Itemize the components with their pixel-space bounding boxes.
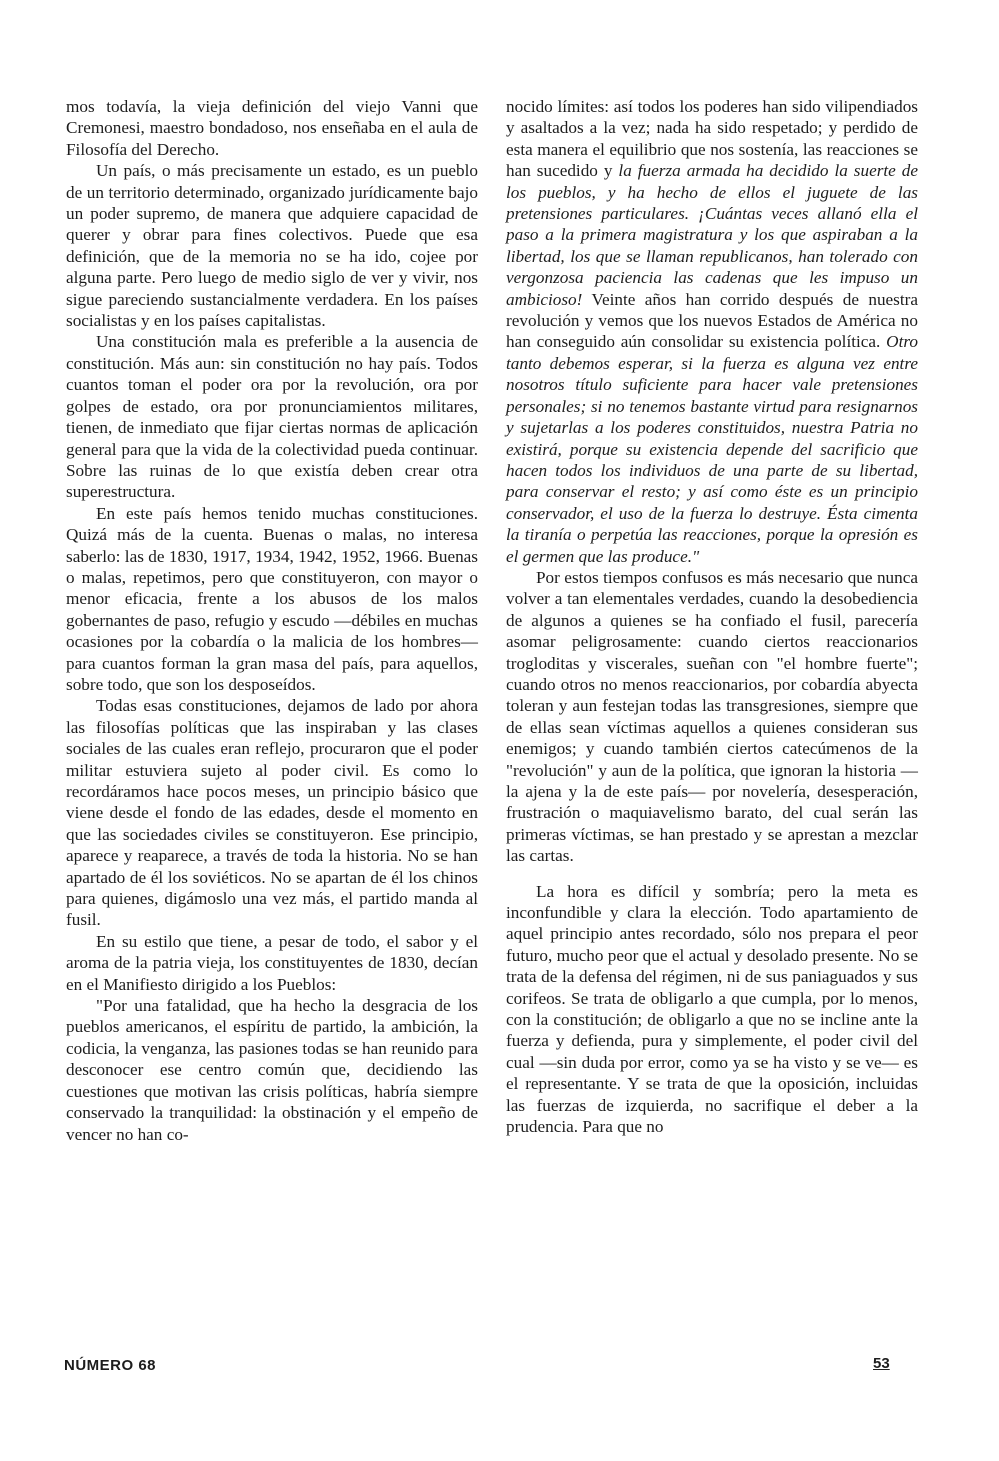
- paragraph: Un país, o más precisamente un estado, es un pueblo de un territorio determinado, organizado jurídicamente bajo un poder supremo, de manera que adquiere capacidad de querer y obrar para fines colectivos. Puede que esa definición, que de la memoria no se ha ido, cojee por alguna parte. Pero luego de medio siglo de ver y vivir, nos sigue pareciendo sustancialmente verdadera. En los países socialistas y en los países capitalistas.: [66, 161, 478, 331]
- right-column: [506, 96, 918, 1138]
- quote-continuation: [506, 96, 918, 567]
- paragraph: Todas esas constituciones, dejamos de lado por ahora las filosofías políticas que las inspiraban y las clases sociales de las cuales eran reflejo, procuraron que el poder militar estuviera sujeto al poder civil. Es como lo recordáramos hace pocos meses, un principio básico que viene desde el fondo de las edades, desde el momento en que las sociedades civiles se constituyeron. Ese principio, aparece y reaparece, a través de toda la historia. No se han apartado de él los soviéticos. No se apartan de él los chinos para quienes, digámoslo una vez más, el partido manda al fusil.: [66, 696, 478, 930]
- paragraph: Por estos tiempos confusos es más necesario que nunca volver a tan elementales verdades, cuando la desobediencia de algunos a quienes se ha confiado el fusil, parecería asomar peligrosamente: cuando ciertos reaccionarios trogloditas y viscerales, sueñan con "el hombre fuerte"; cuando otros no menos reaccionarios, por cobardía abyecta toleran y aun festejan todas las transgresiones, siempre que de ellas sean víctimas aquellos a quienes consideran sus enemigos; y cuando también ciertos catecúmenos de la "revolución" y aun de la política, que ignoran la historia —la ajena y la de este país— por novelería, desesperación, frustración o maquiavelismo barato, del cual serán las primeras víctimas, se han prestado y se aprestan a mezclar las cartas.: [506, 567, 918, 866]
- paragraph: Una constitución mala es preferible a la ausencia de constitución. Más aun: sin constitución no hay país. Todos cuantos toman el poder ora por la revolución, ora por golpes de estado, ora por pronunciamientos militares, tienen, de inmediato que fijar ciertas normas de aplicación general para que la vida de la colectividad pueda continuar. Sobre las ruinas de lo que existía deben crear otra superestructura.: [66, 332, 478, 502]
- quote-text: nocido límites: así todos los poderes han sido vilipendiados y asaltados a la vez; nada ha sido respetado; y perdido de esta manera el equilibrio que nos sostenía, las reacciones se han sucedido y: [506, 97, 918, 181]
- paragraph: En su estilo que tiene, a pesar de todo, el sabor y el aroma de la patria vieja, los constituyentes de 1830, decían en el Manifiesto dirigido a los Pueblos:: [66, 931, 478, 994]
- paragraph: mos todavía, la vieja definición del viejo Vanni que Cremonesi, maestro bondadoso, nos enseñaba en el aula de Filosofía del Derecho.: [66, 97, 478, 159]
- quote-emphasis: Otro tanto debemos esperar, si la fuerza es alguna vez entre nosotros título suficiente para hacer vale pretensiones personales; si no tenemos bastante virtud para resignarnos y sujetarlas a los poderes constituidos, nuestra Patria no existirá, porque su existencia depende del sacrificio que hacen todos los individuos de una parte de su libertad, para conservar el resto; y así como éste es un principio conservador, el uso de la fuerza lo destruye. Ésta cimenta la tiranía o perpetúa las reacciones, porque la opresión es el germen que las produce.": [506, 332, 918, 566]
- quote-paragraph: "Por una fatalidad, que ha hecho la desgracia de los pueblos americanos, el espíritu de partido, la ambición, la codicia, la venganza, las pasiones todas se han reunido para desconocer ese centro común que, decidiendo las cuestiones que motivan las crisis políticas, habría siempre conservado la tranquilidad: la obstinación y el empeño de vencer no han co-: [66, 996, 478, 1144]
- quote-emphasis: la fuerza armada ha decidido la suerte de los pueblos, y ha hecho de ellos el juguete de las pretensiones particulares. ¡Cuántas veces allanó ella el paso a la primera magistratura y los que aspiraban a la libertad, los que se llaman republicanos, han tolerado con vergonzosa paciencia las cadenas que les impuso un ambicioso!: [506, 161, 918, 309]
- left-column: [66, 96, 478, 1145]
- paragraph: La hora es difícil y sombría; pero la meta es inconfundible y clara la elección. Todo apartamiento de aquel principio antes recordado, sólo nos prepara el peor futuro, mucho peor que el actual y desolado presente. No se trata de la defensa del régimen, ni de sus paniaguados y sus corifeos. Se trata de obligarlo a que cumpla, por lo menos, con la constitución; de obligarlo a que no se incline ante la fuerza y defienda, pura y simplemente, el poder civil del cual —sin duda por error, como ya se ha visto y se ve— es el representante. Y se trata de que la oposición, incluidas las fuerzas de izquierda, no sacrifique el deber a la prudencia. Para que no: [506, 881, 918, 1137]
- quote-text: Veinte años han corrido después de nuestra revolución y vemos que los nuevos Estados de América no han conseguido aún consolidar su existencia política.: [506, 289, 918, 352]
- paragraph: En este país hemos tenido muchas constituciones. Quizá más de la cuenta. Buenas o malas, no interesa saberlo: las de 1830, 1917, 1934, 1942, 1952, 1966. Buenas o malas, repetimos, pero que constituyeron, con mayor o menor eficacia, frente a los abusos de los malos gobernantes de paso, refugio y escudo —débiles en muchas ocasiones por la cobardía o la malicia de los hombres— para cuantos forman la gran masa del país, para aquellos, sobre todo, que son los desposeídos.: [66, 503, 478, 694]
- page-number: 53: [873, 1355, 890, 1372]
- issue-number: NÚMERO 68: [64, 1357, 157, 1374]
